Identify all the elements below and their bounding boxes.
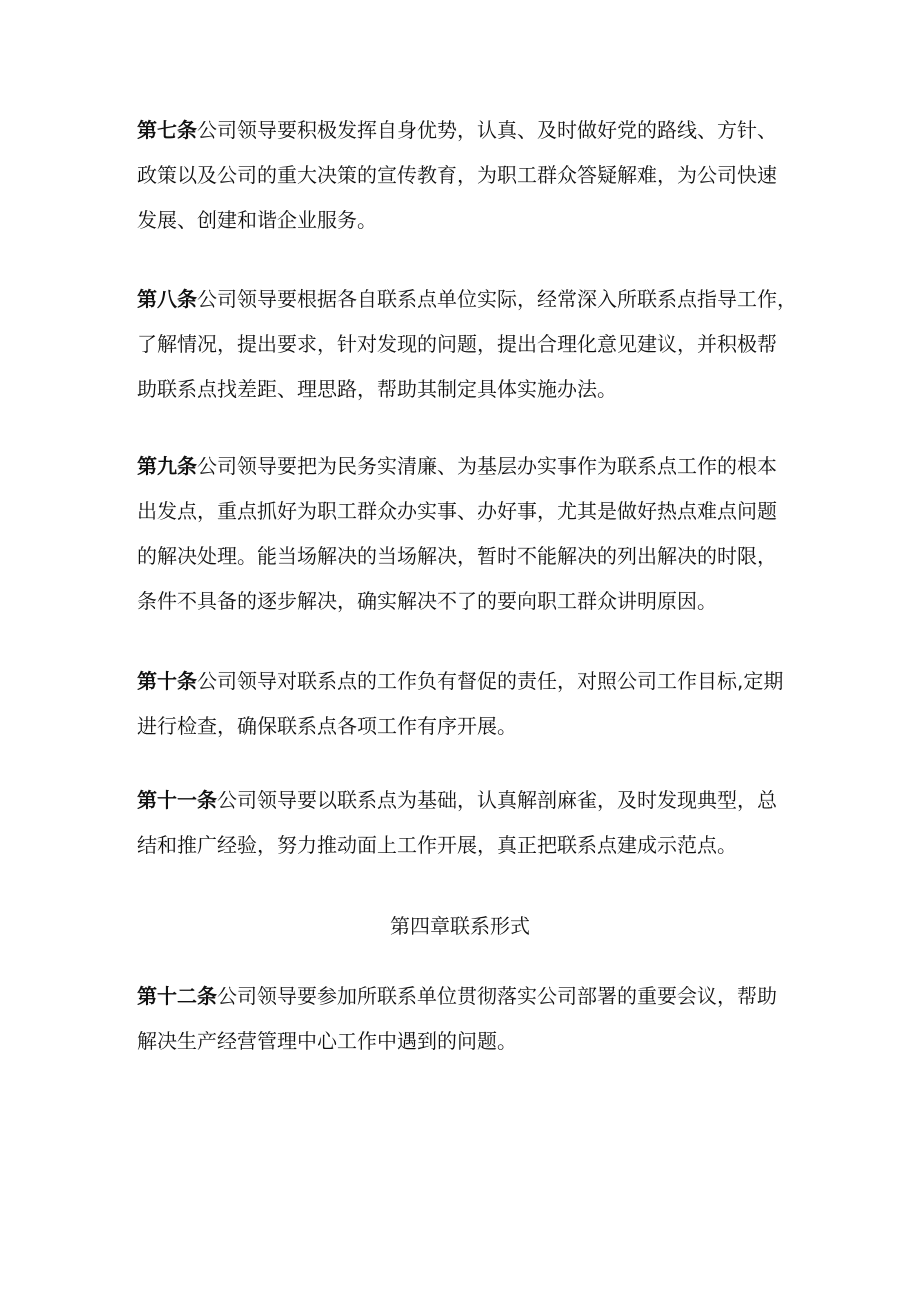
article-9-line-4: 条件不具备的逐步解决，确实解决不了的要向职工群众讲明原因。 bbox=[137, 589, 717, 613]
article-11-line-2: 结和推广经验，努力推动面上工作开展，真正把联系点建成示范点。 bbox=[137, 833, 737, 857]
article-7-line-3: 发展、创建和谐企业服务。 bbox=[137, 208, 377, 232]
article-9 bbox=[137, 444, 797, 624]
article-9-line-2: 出发点，重点抓好为职工群众办实事、办好事，尤其是做好热点难点问题 bbox=[137, 499, 777, 523]
article-8 bbox=[137, 277, 797, 412]
article-11-number: 第十一条 bbox=[137, 788, 217, 812]
article-8-line-2: 了解情况，提出要求，针对发现的问题，提出合理化意见建议，并积极帮 bbox=[137, 332, 777, 356]
article-9-number: 第九条 bbox=[137, 454, 197, 478]
article-12-line-1: 第十二条公司领导要参加所联系单位贯彻落实公司部署的重要会议，帮助 bbox=[137, 984, 777, 1008]
article-12-line-2: 解决生产经营管理中心工作中遇到的问题。 bbox=[137, 1029, 517, 1053]
article-10-number: 第十条 bbox=[137, 669, 197, 693]
chapter-title: 第四章联系形式 bbox=[390, 914, 530, 938]
article-12 bbox=[137, 974, 797, 1064]
chapter-heading bbox=[0, 904, 920, 949]
article-11 bbox=[137, 778, 797, 868]
article-7-line-2: 政策以及公司的重大决策的宣传教育，为职工群众答疑解难，为公司快速 bbox=[137, 163, 777, 187]
article-7-line-1: 第七条公司领导要积极发挥自身优势，认真、及时做好党的路线、方针、 bbox=[137, 118, 777, 142]
article-9-line-3: 的解决处理。能当场解决的当场解决，暂时不能解决的列出解决的时限， bbox=[137, 544, 777, 568]
article-11-line-1: 第十一条公司领导要以联系点为基础，认真解剖麻雀，及时发现典型，总 bbox=[137, 788, 777, 812]
article-8-line-3: 助联系点找差距、理思路，帮助其制定具体实施办法。 bbox=[137, 377, 617, 401]
article-7-number: 第七条 bbox=[137, 118, 197, 142]
article-10 bbox=[137, 659, 797, 749]
article-12-number: 第十二条 bbox=[137, 984, 217, 1008]
article-7 bbox=[137, 108, 797, 243]
article-10-line-2: 进行检查，确保联系点各项工作有序开展。 bbox=[137, 714, 517, 738]
article-8-number: 第八条 bbox=[137, 287, 197, 311]
article-8-line-1: 第八条公司领导要根据各自联系点单位实际，经常深入所联系点指导工作， bbox=[137, 287, 797, 311]
article-9-line-1: 第九条公司领导要把为民务实清廉、为基层办实事作为联系点工作的根本 bbox=[137, 454, 777, 478]
article-10-line-1: 第十条公司领导对联系点的工作负有督促的责任，对照公司工作目标,定期 bbox=[137, 669, 784, 693]
